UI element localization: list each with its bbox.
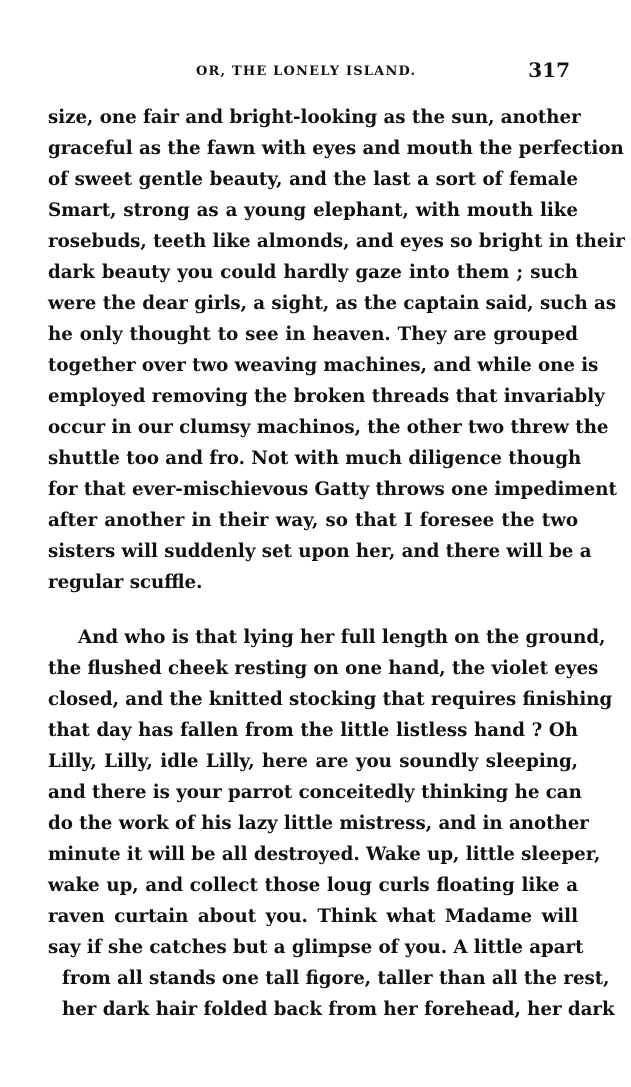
text-line: raven curtain about you. Think what Madame will <box>48 906 578 927</box>
text-line: the flushed cheek resting on one hand, the violet eyes <box>48 658 599 679</box>
text-line: graceful as the fawn with eyes and mouth the perfection <box>48 138 624 159</box>
text-line: employed removing the broken threads that invariably <box>48 386 605 407</box>
text-line: do the work of his lazy little mistress, and in another <box>48 813 589 834</box>
text-line: her dark hair folded back from her forehead, her dark <box>62 999 615 1020</box>
text-line: regular scuffle. <box>48 572 203 593</box>
text-line: wake up, and collect those loug curls floating like a <box>48 875 578 896</box>
text-line: of sweet gentle beauty, and the last a sort of female <box>48 169 578 190</box>
text-line: shuttle too and fro. Not with much diligence though <box>48 448 582 469</box>
text-line: dark beauty you could hardly gaze into them ; such <box>48 262 578 283</box>
paragraph-1 <box>48 102 625 598</box>
paragraph-2 <box>48 622 615 1025</box>
text-line: And who is that lying her full length on the ground, <box>78 627 606 648</box>
text-line: Lilly, Lilly, idle Lilly, here are you soundly sleeping, <box>48 751 578 772</box>
text-line: for that ever-mischievous Gatty throws one impediment <box>48 479 617 500</box>
text-line: he only thought to see in heaven. They are grouped <box>48 324 578 345</box>
text-line: say if she catches but a glimpse of you. A little apart <box>48 937 584 958</box>
text-line: occur in our clumsy machinos, the other two threw the <box>48 417 609 438</box>
text-line: and there is your parrot conceitedly thinking he can <box>48 782 582 803</box>
text-line: sisters will suddenly set upon her, and there will be a <box>48 541 592 562</box>
text-line: closed, and the knitted stocking that requires finishing <box>48 689 613 710</box>
text-line: Smart, strong as a young elephant, with mouth like <box>48 200 578 221</box>
text-line: were the dear girls, a sight, as the captain said, such as <box>48 293 617 314</box>
text-line: from all stands one tall figore, taller than all the rest, <box>62 968 610 989</box>
text-line: size, one fair and bright-looking as the sun, another <box>48 107 581 128</box>
running-header <box>50 58 578 86</box>
page-number: 317 <box>528 58 570 82</box>
text-line: minute it will be all destroyed. Wake up, little sleeper, <box>48 844 601 865</box>
text-line: that day has fallen from the little listless hand ? Oh <box>48 720 578 741</box>
running-title: OR, THE LONELY ISLAND. <box>196 64 417 79</box>
text-line: rosebuds, teeth like almonds, and eyes so bright in their <box>48 231 625 252</box>
text-line: after another in their way, so that I foresee the two <box>48 510 578 531</box>
text-line: together over two weaving machines, and while one is <box>48 355 599 376</box>
